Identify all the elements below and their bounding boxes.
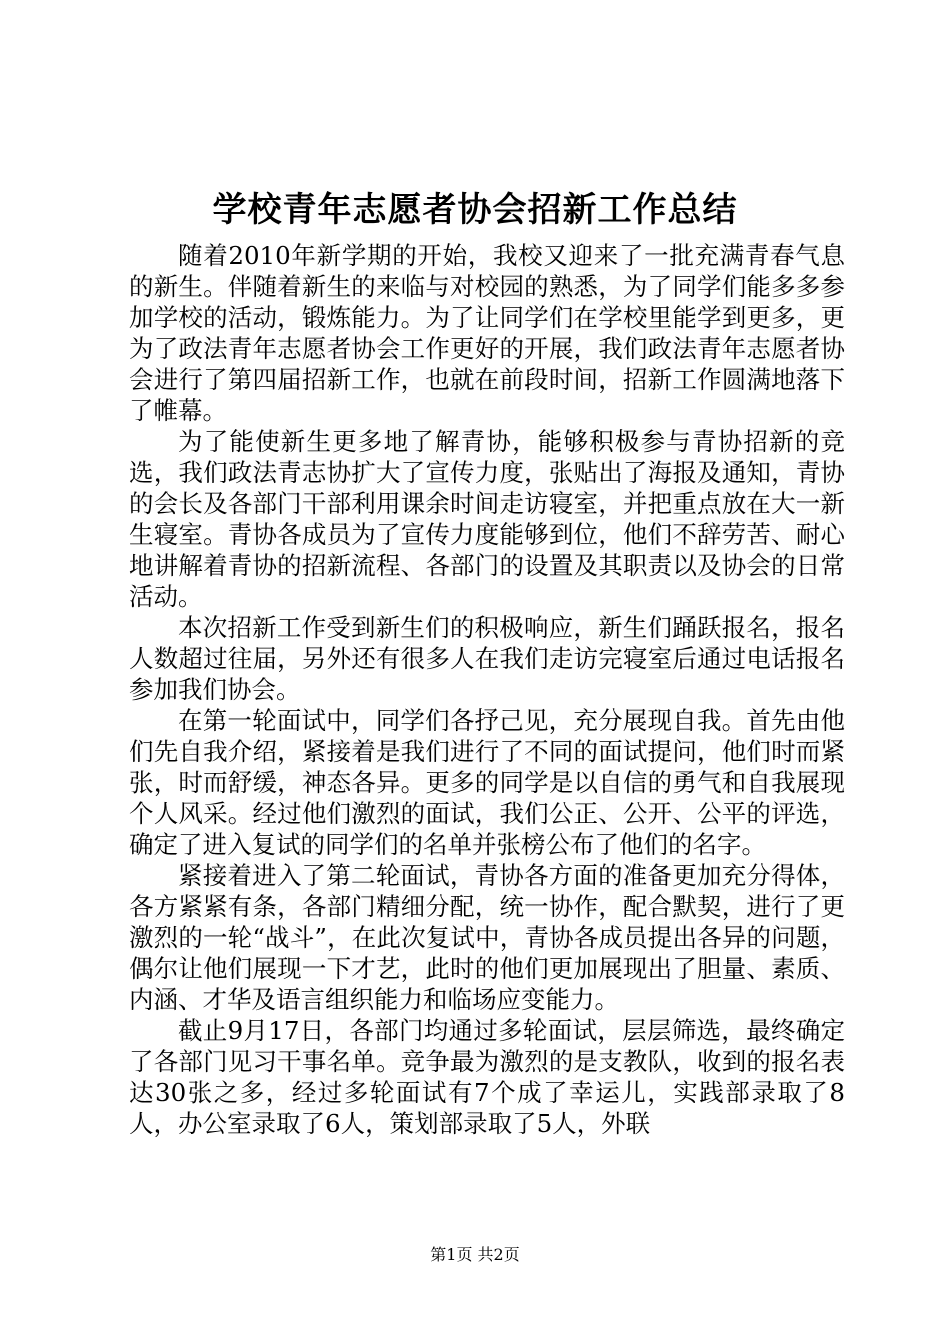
paragraph-5: 紧接着进入了第二轮面试，青协各方面的准备更加充分得体，各方紧紧有条，各部门精细分配，统一协作，配合默契，进行了更激烈的一轮“战斗”，在此次复试中，青协各成员提出各异的问题，偶尔让他们展现一下才艺，此时的他们更加展现出了胆量、素质、内涵、才华及语言组织能力和临场应变能力。 [129, 861, 845, 1014]
paragraph-4: 在第一轮面试中，同学们各抒己见，充分展现自我。首先由他们先自我介绍，紧接着是我们进行了不同的面试提问，他们时而紧张，时而舒缓，神态各异。更多的同学是以自信的勇气和自我展现个人风采。经过他们激烈的面试，我们公正、公开、公平的评选，确定了进入复试的同学们的名单并张榜公布了他们的名字。 [129, 706, 845, 859]
paragraph-1: 随着2010年新学期的开始，我校又迎来了一批充满青春气息的新生。伴随着新生的来临与对校园的熟悉，为了同学们能多多参加学校的活动，锻炼能力。为了让同学们在学校里能学到更多，更为了政法青年志愿者协会工作更好的开展，我们政法青年志愿者协会进行了第四届招新工作，也就在前段时间，招新工作圆满地落下了帷幕。 [129, 241, 845, 425]
paragraph-3: 本次招新工作受到新生们的积极响应，新生们踊跃报名，报名人数超过往届，另外还有很多人在我们走访完寝室后通过电话报名参加我们协会。 [129, 613, 845, 704]
document-body [129, 240, 845, 1139]
page-footer: 第1页 共2页 [430, 1245, 520, 1264]
document-title: 学校青年志愿者协会招新工作总结 [212, 190, 738, 230]
paragraph-2: 为了能使新生更多地了解青协，能够积极参与青协招新的竞选，我们政法青志协扩大了宣传力度，张贴出了海报及通知，青协的会长及各部门干部利用课余时间走访寝室，并把重点放在大一新生寝室。青协各成员为了宣传力度能够到位，他们不辞劳苦、耐心地讲解着青协的招新流程、各部门的设置及其职责以及协会的日常活动。 [129, 427, 845, 611]
paragraph-6: 截止9月17日，各部门均通过多轮面试，层层筛选，最终确定了各部门见习干事名单。竞争最为激烈的是支教队，收到的报名表达30张之多，经过多轮面试有7个成了幸运儿，实践部录取了8人，办公室录取了6人，策划部录取了5人，外联 [129, 1016, 845, 1138]
